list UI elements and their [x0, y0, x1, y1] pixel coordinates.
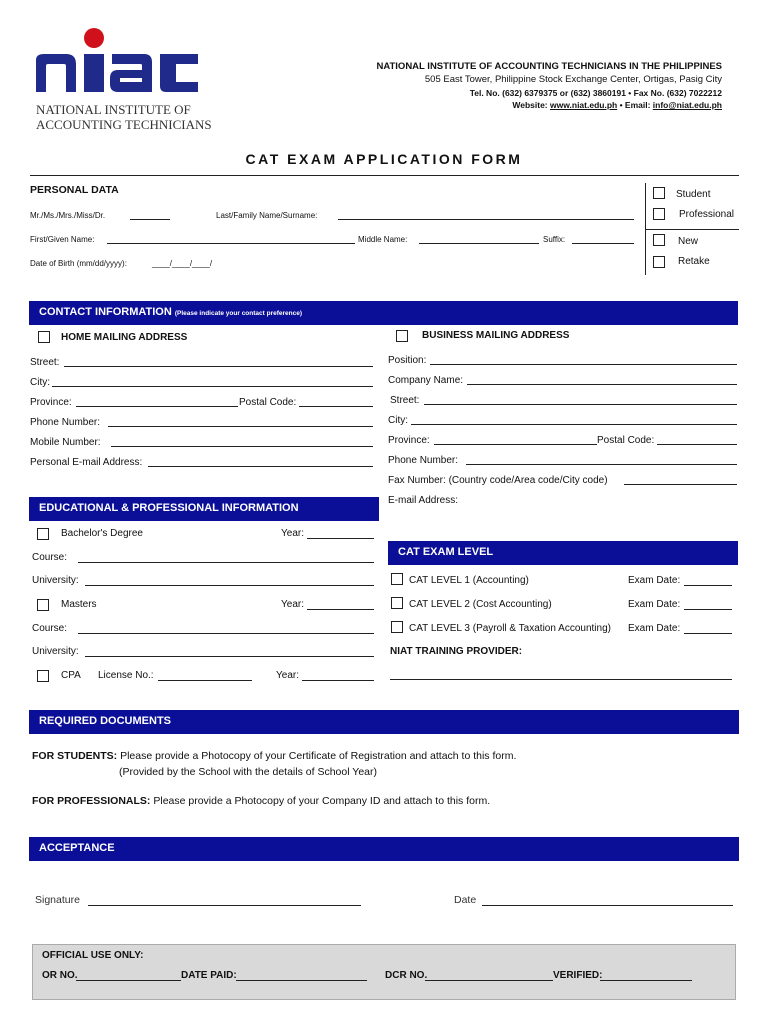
bachelors-university-label: University: — [32, 575, 79, 586]
home-field-label: Province: — [30, 397, 72, 408]
middlename-field[interactable] — [419, 243, 539, 244]
dcr-no-field[interactable] — [425, 980, 553, 981]
license-label: License No.: — [98, 670, 154, 681]
business-field-line[interactable] — [466, 464, 737, 465]
dob-label: Date of Birth (mm/dd/yyyy): — [30, 259, 127, 268]
masters-checkbox[interactable] — [37, 599, 49, 611]
professionals-requirement — [32, 795, 490, 808]
verified-label: VERIFIED: — [553, 970, 603, 981]
business-field-label: Company Name: — [388, 375, 464, 386]
logo-line-2: ACCOUNTING TECHNICIANS — [36, 117, 212, 132]
acceptance-heading: ACCEPTANCE — [39, 842, 115, 854]
status-divider-h — [645, 229, 739, 230]
home-postal-field[interactable] — [299, 406, 373, 407]
student-label: Student — [676, 189, 711, 200]
masters-year-label: Year: — [281, 599, 304, 610]
business-province-field[interactable] — [434, 444, 597, 445]
masters-year-field[interactable] — [307, 609, 374, 610]
date-paid-label: DATE PAID: — [181, 970, 237, 981]
exam-date-label: Exam Date: — [628, 599, 681, 610]
official-heading: OFFICIAL USE ONLY: — [42, 950, 144, 961]
org-name: NATIONAL INSTITUTE OF ACCOUNTING TECHNICIANS IN THE PHILIPPINES — [376, 61, 722, 72]
business-field-line[interactable] — [424, 404, 737, 405]
exam-date-label: Exam Date: — [628, 575, 681, 586]
exam-heading: CAT EXAM LEVEL — [398, 546, 494, 558]
acceptance-bar — [29, 837, 739, 861]
business-field-label: Phone Number: — [388, 455, 459, 466]
title-label: Mr./Ms./Mrs./Miss/Dr. — [30, 211, 106, 220]
exam-level-checkbox[interactable] — [391, 597, 403, 609]
business-field-label: E-mail Address: — [388, 495, 459, 506]
logo-line-1: NATIONAL INSTITUTE OF — [36, 102, 191, 117]
masters-label: Masters — [61, 599, 97, 610]
exam-date-field[interactable] — [684, 633, 732, 634]
new-checkbox[interactable] — [653, 234, 665, 246]
date-field[interactable] — [482, 905, 733, 906]
middlename-label: Middle Name: — [358, 235, 408, 244]
business-field-label: Province: — [388, 435, 430, 446]
retake-label: Retake — [678, 256, 710, 267]
professionals-text: Please provide a Photocopy of your Company ID and attach to this form. — [150, 795, 491, 807]
home-field-line[interactable] — [108, 426, 373, 427]
home-field-line[interactable] — [111, 446, 373, 447]
form-title: CAT EXAM APPLICATION FORM — [245, 151, 523, 167]
business-address-label: BUSINESS MAILING ADDRESS — [422, 330, 570, 341]
home-field-label: City: — [30, 377, 50, 388]
or-no-field[interactable] — [76, 980, 181, 981]
lastname-label: Last/Family Name/Surname: — [216, 211, 318, 220]
cpa-year-label: Year: — [276, 670, 299, 681]
email-link[interactable]: info@niat.edu.ph — [652, 100, 722, 110]
cpa-label: CPA — [61, 670, 81, 681]
org-contact — [512, 99, 722, 111]
business-address-checkbox[interactable] — [396, 330, 408, 342]
education-heading: EDUCATIONAL & PROFESSIONAL INFORMATION — [39, 502, 299, 514]
documents-bar — [29, 710, 739, 734]
home-field-line[interactable] — [148, 466, 373, 467]
date-paid-field[interactable] — [236, 980, 367, 981]
license-field[interactable] — [158, 680, 252, 681]
business-postal-field[interactable] — [657, 444, 737, 445]
exam-level-label: CAT LEVEL 1 (Accounting) — [409, 575, 529, 586]
professional-label: Professional — [679, 209, 735, 220]
business-field-line[interactable] — [467, 384, 737, 385]
home-field-line[interactable] — [64, 366, 373, 367]
students-note: (Provided by the School with the details of School Year) — [119, 766, 377, 778]
retake-checkbox[interactable] — [653, 256, 665, 268]
home-province-field[interactable] — [76, 406, 238, 407]
firstname-field[interactable] — [107, 243, 355, 244]
dcr-no-label: DCR NO. — [385, 970, 428, 981]
title-rule — [30, 175, 739, 176]
home-field-label: Personal E-mail Address: — [30, 457, 143, 468]
personal-heading: PERSONAL DATA — [30, 184, 119, 196]
exam-level-label: CAT LEVEL 2 (Cost Accounting) — [409, 599, 552, 610]
business-field-label: City: — [388, 415, 408, 426]
contact-bar — [29, 301, 738, 325]
home-address-checkbox[interactable] — [38, 331, 50, 343]
home-field-label: Mobile Number: — [30, 437, 101, 448]
documents-heading: REQUIRED DOCUMENTS — [39, 715, 172, 727]
business-postal-label: Postal Code: — [597, 435, 655, 446]
home-field-line[interactable] — [52, 386, 373, 387]
bachelors-course-label: Course: — [32, 552, 68, 563]
cpa-checkbox[interactable] — [37, 670, 49, 682]
contact-subheading: (Please indicate your contact preference) — [174, 310, 303, 317]
business-field-line[interactable] — [624, 484, 737, 485]
date-label: Date — [454, 894, 477, 906]
exam-date-label: Exam Date: — [628, 623, 681, 634]
bachelors-year-label: Year: — [281, 528, 304, 539]
bachelors-label: Bachelor's Degree — [61, 528, 143, 539]
business-field-line[interactable] — [430, 364, 737, 365]
exam-date-field[interactable] — [684, 585, 732, 586]
bachelors-university-field[interactable] — [85, 585, 374, 586]
provider-label: NIAT TRAINING PROVIDER: — [390, 646, 523, 657]
org-phones: Tel. No. (632) 6379375 or (632) 3860191 • Fax No. (632) 7022212 — [469, 88, 722, 98]
website-label: Website: — [512, 100, 550, 110]
niat-logo-mark — [26, 22, 216, 102]
lastname-field[interactable] — [338, 219, 634, 220]
professionals-label: FOR PROFESSIONALS: — [32, 795, 151, 807]
dob-field[interactable]: ____/____/____/ — [152, 259, 213, 268]
contact-heading: CONTACT INFORMATION — [39, 306, 172, 318]
website-link[interactable]: www.niat.edu.ph — [550, 100, 618, 110]
signature-label: Signature — [35, 894, 80, 906]
business-field-label: Fax Number: (Country code/Area code/City code) — [388, 475, 608, 486]
or-no-label: OR NO. — [42, 970, 78, 981]
students-text: Please provide a Photocopy of your Certificate of Registration and attach to this form. — [117, 750, 517, 762]
bachelors-course-field[interactable] — [78, 562, 374, 563]
exam-level-checkbox[interactable] — [391, 573, 403, 585]
masters-course-label: Course: — [32, 623, 68, 634]
email-label: • Email: — [617, 100, 653, 110]
signature-field[interactable] — [88, 905, 361, 906]
home-postal-label: Postal Code: — [239, 397, 297, 408]
education-bar — [29, 497, 379, 521]
suffix-label: Suffix: — [543, 235, 566, 244]
title-field[interactable] — [130, 219, 170, 220]
masters-university-field[interactable] — [85, 656, 374, 657]
provider-field[interactable] — [390, 679, 732, 680]
exam-bar — [388, 541, 738, 565]
bachelors-year-field[interactable] — [307, 538, 374, 539]
masters-university-label: University: — [32, 646, 79, 657]
professional-checkbox[interactable] — [653, 208, 665, 220]
business-field-label: Street: — [390, 395, 420, 406]
home-field-label: Phone Number: — [30, 417, 101, 428]
students-requirement — [32, 750, 516, 763]
business-field-line[interactable] — [411, 424, 737, 425]
new-label: New — [678, 236, 699, 247]
niat-logo — [26, 22, 216, 140]
home-field-label: Street: — [30, 357, 60, 368]
business-field-label: Position: — [388, 355, 427, 366]
exam-level-label: CAT LEVEL 3 (Payroll & Taxation Accounting) — [409, 623, 611, 634]
exam-level-checkbox[interactable] — [391, 621, 403, 633]
cpa-year-field[interactable] — [302, 680, 374, 681]
bachelors-checkbox[interactable] — [37, 528, 49, 540]
students-label: FOR STUDENTS: — [32, 750, 118, 762]
suffix-field[interactable] — [572, 243, 634, 244]
home-address-label: HOME MAILING ADDRESS — [61, 332, 188, 343]
exam-date-field[interactable] — [684, 609, 732, 610]
masters-course-field[interactable] — [78, 633, 374, 634]
firstname-label: First/Given Name: — [30, 235, 95, 244]
student-checkbox[interactable] — [653, 187, 665, 199]
org-address: 505 East Tower, Philippine Stock Exchange Center, Ortigas, Pasig City — [424, 74, 722, 85]
verified-field[interactable] — [600, 980, 692, 981]
